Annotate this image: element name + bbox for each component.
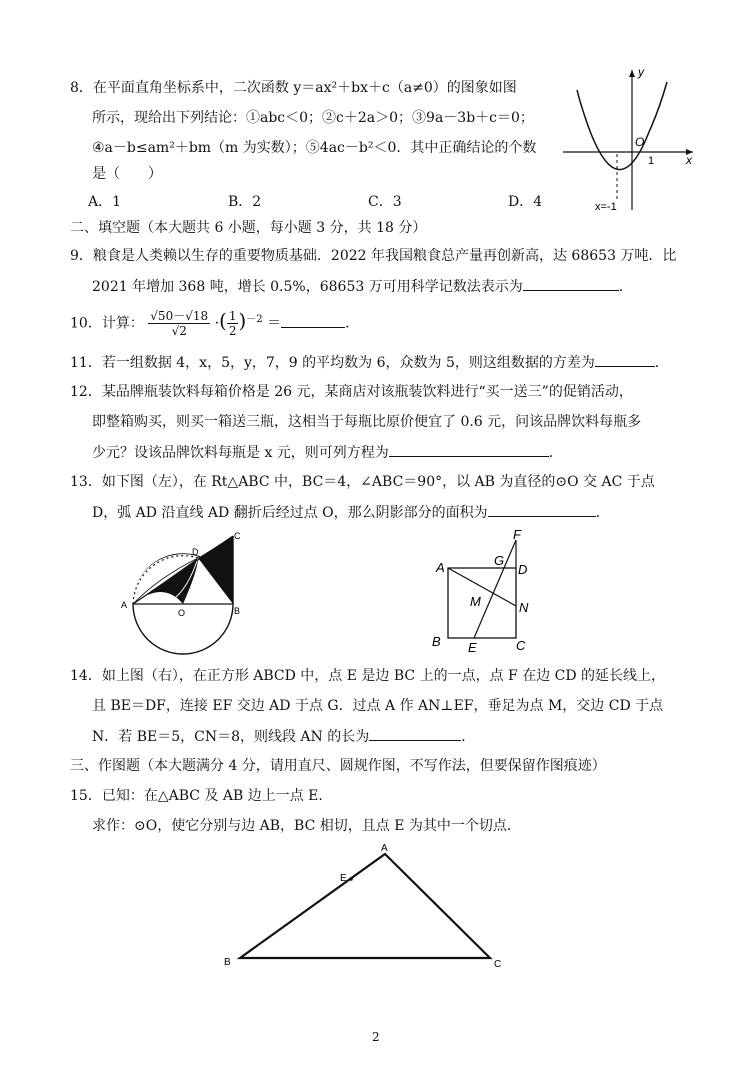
q10-denominator: √2: [171, 324, 187, 339]
q10-end: ．: [345, 315, 360, 332]
q11-line: [70, 352, 669, 373]
q13-answer-blank[interactable]: [488, 502, 596, 517]
q8-line4: 是（ ）: [92, 166, 162, 182]
q13-text: D，弧 AD 沿直线 AD 翻折后经过点 O，那么阴影部分的面积为: [92, 505, 488, 521]
q14-label-f: F: [513, 530, 521, 542]
q9-line2: [92, 276, 633, 297]
q14-label-c: C: [516, 638, 526, 653]
q15-triangle-figure: [218, 838, 518, 973]
q15-label-a: A: [381, 843, 388, 854]
q9-end: ．: [618, 279, 633, 295]
q14-label-g: G: [494, 553, 505, 568]
q8-line2: 所示，现给出下列结论：①abc＜0；②c＋2a＞0；③9a－3b＋c＝0；: [92, 110, 534, 126]
q12-text: 少元？设该品牌饮料每瓶是 x 元，则可列方程为: [92, 445, 389, 461]
q10-eq: ＝: [267, 315, 282, 332]
q12-line1: 12．某品牌瓶装饮料每箱价格是 26 元，某商店对该瓶装饮料进行“买一送三”的促销活动，: [70, 384, 633, 400]
q9-line1: 9．粮食是人类赖以生存的重要物质基础．2022 年我国粮食总产量再创新高，达 68653 万吨．比: [70, 248, 677, 264]
graph-origin-label: O: [635, 135, 645, 149]
q13-label-b: B: [234, 606, 241, 616]
q15-label-b: B: [224, 957, 231, 968]
q8-option-b: B．2: [228, 194, 262, 210]
q13-line1: 13．如下图（左），在 Rt△ABC 中，BC＝4，∠ABC＝90°，以 AB 为直径的⊙O 交 AC 于点: [70, 474, 655, 490]
graph-y-label: y: [638, 65, 644, 79]
q11-text: 11．若一组数据 4，x，5，y，7，9 的平均数为 6，众数为 5，则这组数据的方差为: [70, 355, 595, 371]
q13-label-o: O: [178, 608, 186, 618]
q15-label-e: E: [340, 873, 347, 884]
q15-label-c: C: [494, 959, 502, 970]
q14-text: N．若 BE＝5，CN＝8，则线段 AN 的长为: [92, 729, 370, 745]
q13-end: ．: [595, 505, 610, 521]
q8-line3: ④a－b≤am²＋bm（m 为实数）；⑤4ac－b²＜0．其中正确结论的个数: [92, 140, 537, 156]
graph-one-label: 1: [648, 155, 655, 167]
q14-label-a: A: [436, 560, 445, 575]
q10-prefix: 10．计算：: [70, 315, 144, 332]
q14-label-d: D: [518, 562, 528, 577]
section-2-heading: 二、填空题（本大题共 6 小题，每小题 3 分，共 18 分）: [70, 220, 427, 236]
q14-label-b: B: [432, 634, 441, 649]
section-3-heading: 三、作图题（本大题满分 4 分，请用直尺、圆规作图，不写作法，但要保留作图痕迹）: [70, 758, 606, 774]
q14-answer-blank[interactable]: [369, 726, 461, 741]
q14-end: ．: [461, 729, 476, 745]
q10-exponent: －2: [246, 314, 263, 325]
q9-text: 2021 年增加 368 吨，增长 0.5%，68653 万可用科学记数法表示为: [92, 279, 523, 295]
graph-x-label: x: [686, 153, 692, 167]
q10-half-num: 1: [228, 309, 237, 324]
q10-numerator: √50－√18: [150, 309, 209, 324]
q9-answer-blank[interactable]: [523, 276, 619, 291]
q8-option-c: C．3: [368, 194, 402, 210]
q10-half-den: 2: [228, 324, 237, 339]
q14-label-n: N: [519, 600, 529, 615]
q12-line2: 即整箱购买，则买一箱送三瓶，这相当于每瓶比原价便宜了 0.6 元，问该品牌饮料每瓶多: [92, 414, 642, 430]
q14-line2: 且 BE＝DF，连接 EF 交边 AD 于点 G．过点 A 作 AN⊥EF，垂足为点 M，交边 CD 于点: [92, 698, 664, 714]
q13-label-c: C: [234, 531, 241, 541]
q8-parabola-graph: [555, 62, 700, 214]
q14-figure: [428, 530, 548, 655]
q13-line2: [92, 502, 610, 523]
q8-line1: 8．在平面直角坐标系中，二次函数 y＝ax²＋bx＋c（a≠0）的图象如图: [70, 80, 517, 96]
q13-label-d: D: [192, 547, 199, 557]
q11-answer-blank[interactable]: [595, 352, 655, 367]
q13-label-a: A: [121, 600, 128, 610]
q14-label-m: M: [470, 594, 481, 609]
q15-line1: 15．已知：在△ABC 及 AB 边上一点 E．: [70, 788, 333, 804]
q15-line2: 求作：⊙O，使它分别与边 AB，BC 相切，且点 E 为其中一个切点．: [92, 818, 521, 834]
q11-end: ．: [654, 355, 669, 371]
q12-line3: [92, 442, 563, 463]
q8-option-a: A．1: [88, 194, 122, 210]
graph-axis-label: x=-1: [595, 201, 617, 213]
page-number: 2: [372, 1030, 380, 1044]
q10-half: [227, 309, 239, 338]
q12-end: ．: [548, 445, 563, 461]
q14-line3: [92, 726, 475, 747]
q14-label-e: E: [468, 640, 477, 655]
q8-option-d: D．4: [508, 194, 543, 210]
q14-line1: 14．如上图（右），在正方形 ABCD 中，点 E 是边 BC 上的一点，点 F 在边 CD 的延长线上，: [70, 668, 666, 684]
q10-answer-blank[interactable]: [281, 313, 345, 328]
q12-answer-blank[interactable]: [389, 442, 549, 457]
q10-fraction: [148, 309, 210, 338]
q13-figure: [118, 530, 248, 655]
q10-line: 10．计算： $\frac{√50-√18}{√2}$ ·( $\frac{1}{2}$ )$^{-2}$ ＝ ．: [70, 308, 360, 339]
q10-dot: ·: [214, 315, 220, 332]
